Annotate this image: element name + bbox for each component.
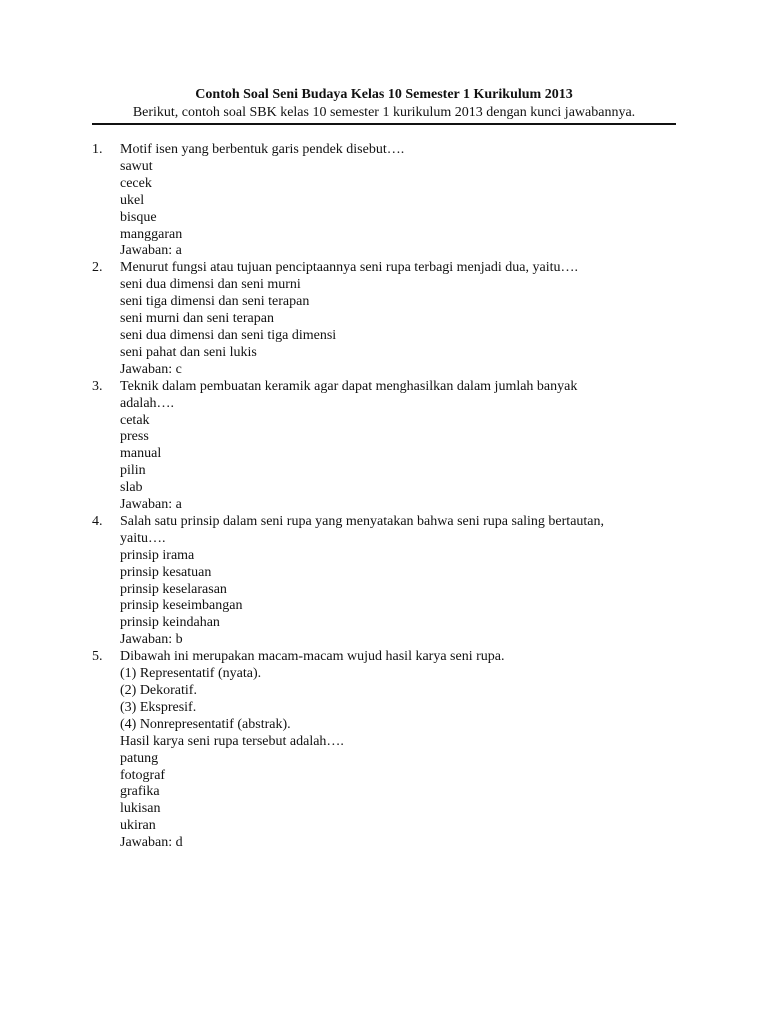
question-item — [92, 514, 676, 649]
question-text: (3) Ekspresif. — [120, 699, 197, 715]
question-number: 4. — [92, 513, 103, 529]
question-text: Teknik dalam pembuatan keramik agar dapat menghasilkan dalam jumlah banyak — [120, 378, 578, 394]
answer-option: prinsip keseimbangan — [120, 598, 243, 614]
answer-option: prinsip irama — [120, 547, 195, 563]
question-list — [92, 142, 676, 852]
answer-option: cecek — [120, 175, 152, 191]
answer-key: Jawaban: c — [120, 361, 182, 377]
answer-key: Jawaban: a — [120, 497, 182, 513]
answer-option: prinsip keselarasan — [120, 581, 227, 597]
answer-option: fotograf — [120, 767, 166, 783]
answer-option: patung — [120, 750, 159, 766]
answer-key: Jawaban: a — [120, 243, 182, 259]
answer-option: manual — [120, 446, 162, 462]
answer-option: prinsip kesatuan — [120, 564, 212, 580]
question-text: Menurut fungsi atau tujuan penciptaannya seni rupa terbagi menjadi dua, yaitu…. — [120, 260, 578, 276]
question-item — [92, 379, 676, 514]
answer-option: seni murni dan seni terapan — [120, 311, 274, 327]
answer-option: pilin — [120, 463, 146, 479]
document-title: Contoh Soal Seni Budaya Kelas 10 Semester 1 Kurikulum 2013 — [195, 87, 573, 102]
answer-option: sawut — [120, 158, 153, 174]
question-text: Salah satu prinsip dalam seni rupa yang menyatakan bahwa seni rupa saling bertautan, — [120, 513, 605, 529]
question-text: (1) Representatif (nyata). — [120, 666, 262, 682]
question-number: 3. — [92, 378, 103, 394]
answer-option: seni dua dimensi dan seni tiga dimensi — [120, 327, 337, 343]
question-text: Dibawah ini merupakan macam-macam wujud hasil karya seni rupa. — [120, 649, 505, 665]
answer-option: bisque — [120, 209, 157, 225]
question-text: yaitu…. — [120, 530, 166, 546]
header-divider — [92, 123, 676, 125]
question-text: adalah…. — [120, 395, 175, 411]
question-item — [92, 142, 676, 260]
question-text: (2) Dekoratif. — [120, 683, 197, 698]
answer-option: press — [120, 429, 149, 445]
document-header — [92, 86, 676, 121]
answer-option: ukel — [120, 192, 145, 208]
question-text: Hasil karya seni rupa tersebut adalah…. — [120, 733, 344, 749]
question-number: 5. — [92, 649, 103, 665]
question-text: Motif isen yang berbentuk garis pendek disebut…. — [120, 142, 405, 157]
answer-option: slab — [120, 480, 143, 496]
answer-option: lukisan — [120, 801, 161, 817]
answer-option: cetak — [120, 412, 150, 428]
answer-key: Jawaban: b — [120, 632, 183, 648]
question-number: 1. — [92, 142, 103, 157]
answer-option: prinsip keindahan — [120, 615, 220, 631]
question-text: (4) Nonrepresentatif (abstrak). — [120, 716, 291, 732]
answer-option: seni tiga dimensi dan seni terapan — [120, 294, 310, 310]
question-number: 2. — [92, 260, 103, 276]
answer-option: seni dua dimensi dan seni murni — [120, 277, 301, 293]
answer-option: manggaran — [120, 226, 183, 242]
question-item — [92, 260, 676, 378]
question-item — [92, 649, 676, 852]
answer-option: seni pahat dan seni lukis — [120, 344, 257, 360]
answer-option: grafika — [120, 784, 160, 800]
document-subtitle: Berikut, contoh soal SBK kelas 10 semester 1 kurikulum 2013 dengan kunci jawabannya. — [132, 105, 636, 120]
answer-option: ukiran — [120, 818, 156, 834]
answer-key: Jawaban: d — [120, 835, 183, 851]
